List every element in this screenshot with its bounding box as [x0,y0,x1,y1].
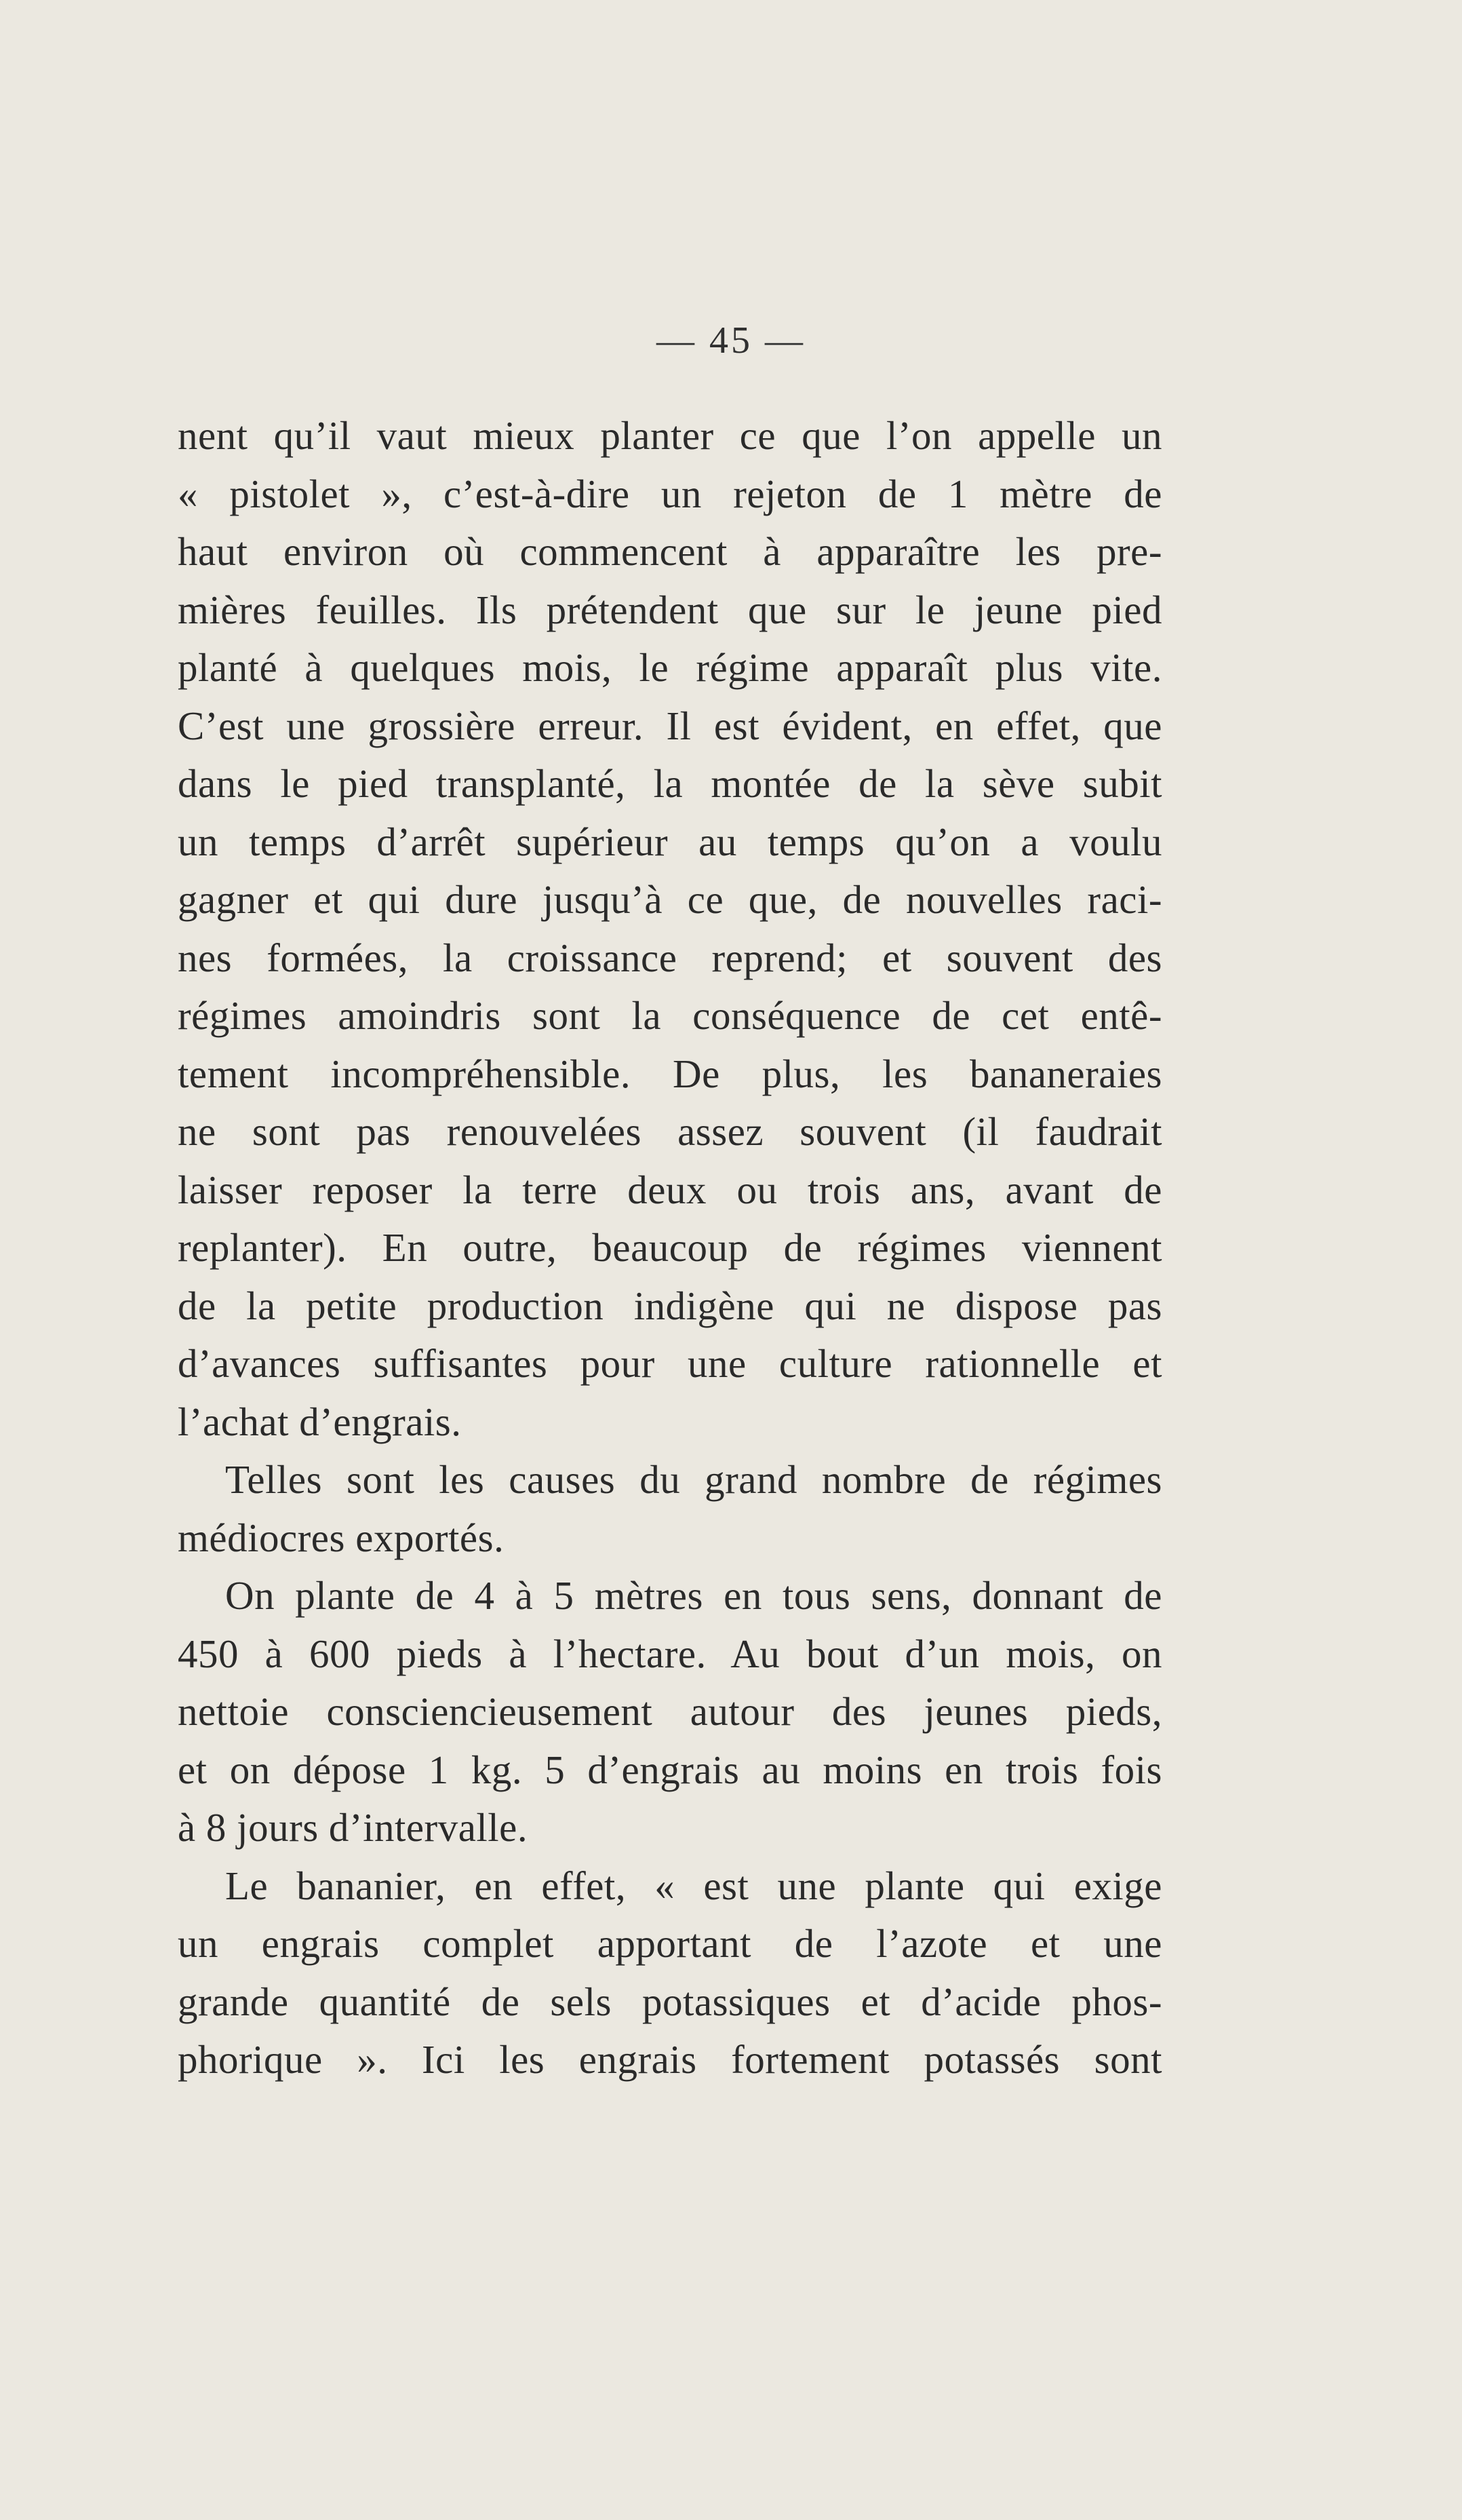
text-line: d’avances suffisantes pour une culture rationnelle et [178,1341,1162,1386]
text-line: ne sont pas renouvelées assez souvent (il faudrait [178,1109,1162,1154]
text-line: régimes amoindris sont la conséquence de cet entê- [178,993,1162,1038]
text-line: gagner et qui dure jusqu’à ce que, de nouvelles raci- [178,877,1162,922]
page-number: — 45 — [656,319,806,362]
text-line: nent qu’il vaut mieux planter ce que l’on appelle un [178,413,1162,458]
text-line: l’achat d’engrais. [178,1399,462,1444]
text-line: et on dépose 1 kg. 5 d’engrais au moins en trois fois [178,1747,1162,1792]
text-line: replanter). En outre, beaucoup de régimes viennent [178,1225,1162,1270]
text-line: nes formées, la croissance reprend; et souvent des [178,935,1162,980]
text-line: dans le pied transplanté, la montée de la sève subit [178,761,1162,806]
text-line: nettoie consciencieusement autour des jeunes pieds, [178,1689,1162,1734]
text-line: « pistolet », c’est-à-dire un rejeton de 1 mètre de [178,471,1162,516]
text-line: un engrais complet apportant de l’azote et une [178,1921,1162,1966]
text-line: un temps d’arrêt supérieur au temps qu’on a voulu [178,819,1162,864]
text-line: grande quantité de sels potassiques et d’acide phos- [178,1979,1162,2024]
text-line: 450 à 600 pieds à l’hectare. Au bout d’un mois, on [178,1631,1162,1676]
text-line: phorique ». Ici les engrais fortement potassés sont [178,2037,1162,2082]
text-line: planté à quelques mois, le régime apparaît plus vite. [178,645,1162,690]
text-line: Telles sont les causes du grand nombre de régimes [225,1457,1162,1502]
text-line: mières feuilles. Ils prétendent que sur le jeune pied [178,587,1162,632]
text-line: tement incompréhensible. De plus, les bananeraies [178,1051,1162,1096]
text-line: C’est une grossière erreur. Il est évident, en effet, que [178,703,1162,748]
text-line: haut environ où commencent à apparaître les pre- [178,529,1162,574]
text-line: Le bananier, en effet, « est une plante qui exige [225,1863,1162,1908]
text-line: laisser reposer la terre deux ou trois ans, avant de [178,1167,1162,1212]
body-text [178,407,1162,2089]
text-line: On plante de 4 à 5 mètres en tous sens, donnant de [225,1573,1162,1618]
text-line: à 8 jours d’intervalle. [178,1805,528,1850]
text-line: de la petite production indigène qui ne dispose pas [178,1283,1162,1328]
text-line: médiocres exportés. [178,1515,505,1560]
